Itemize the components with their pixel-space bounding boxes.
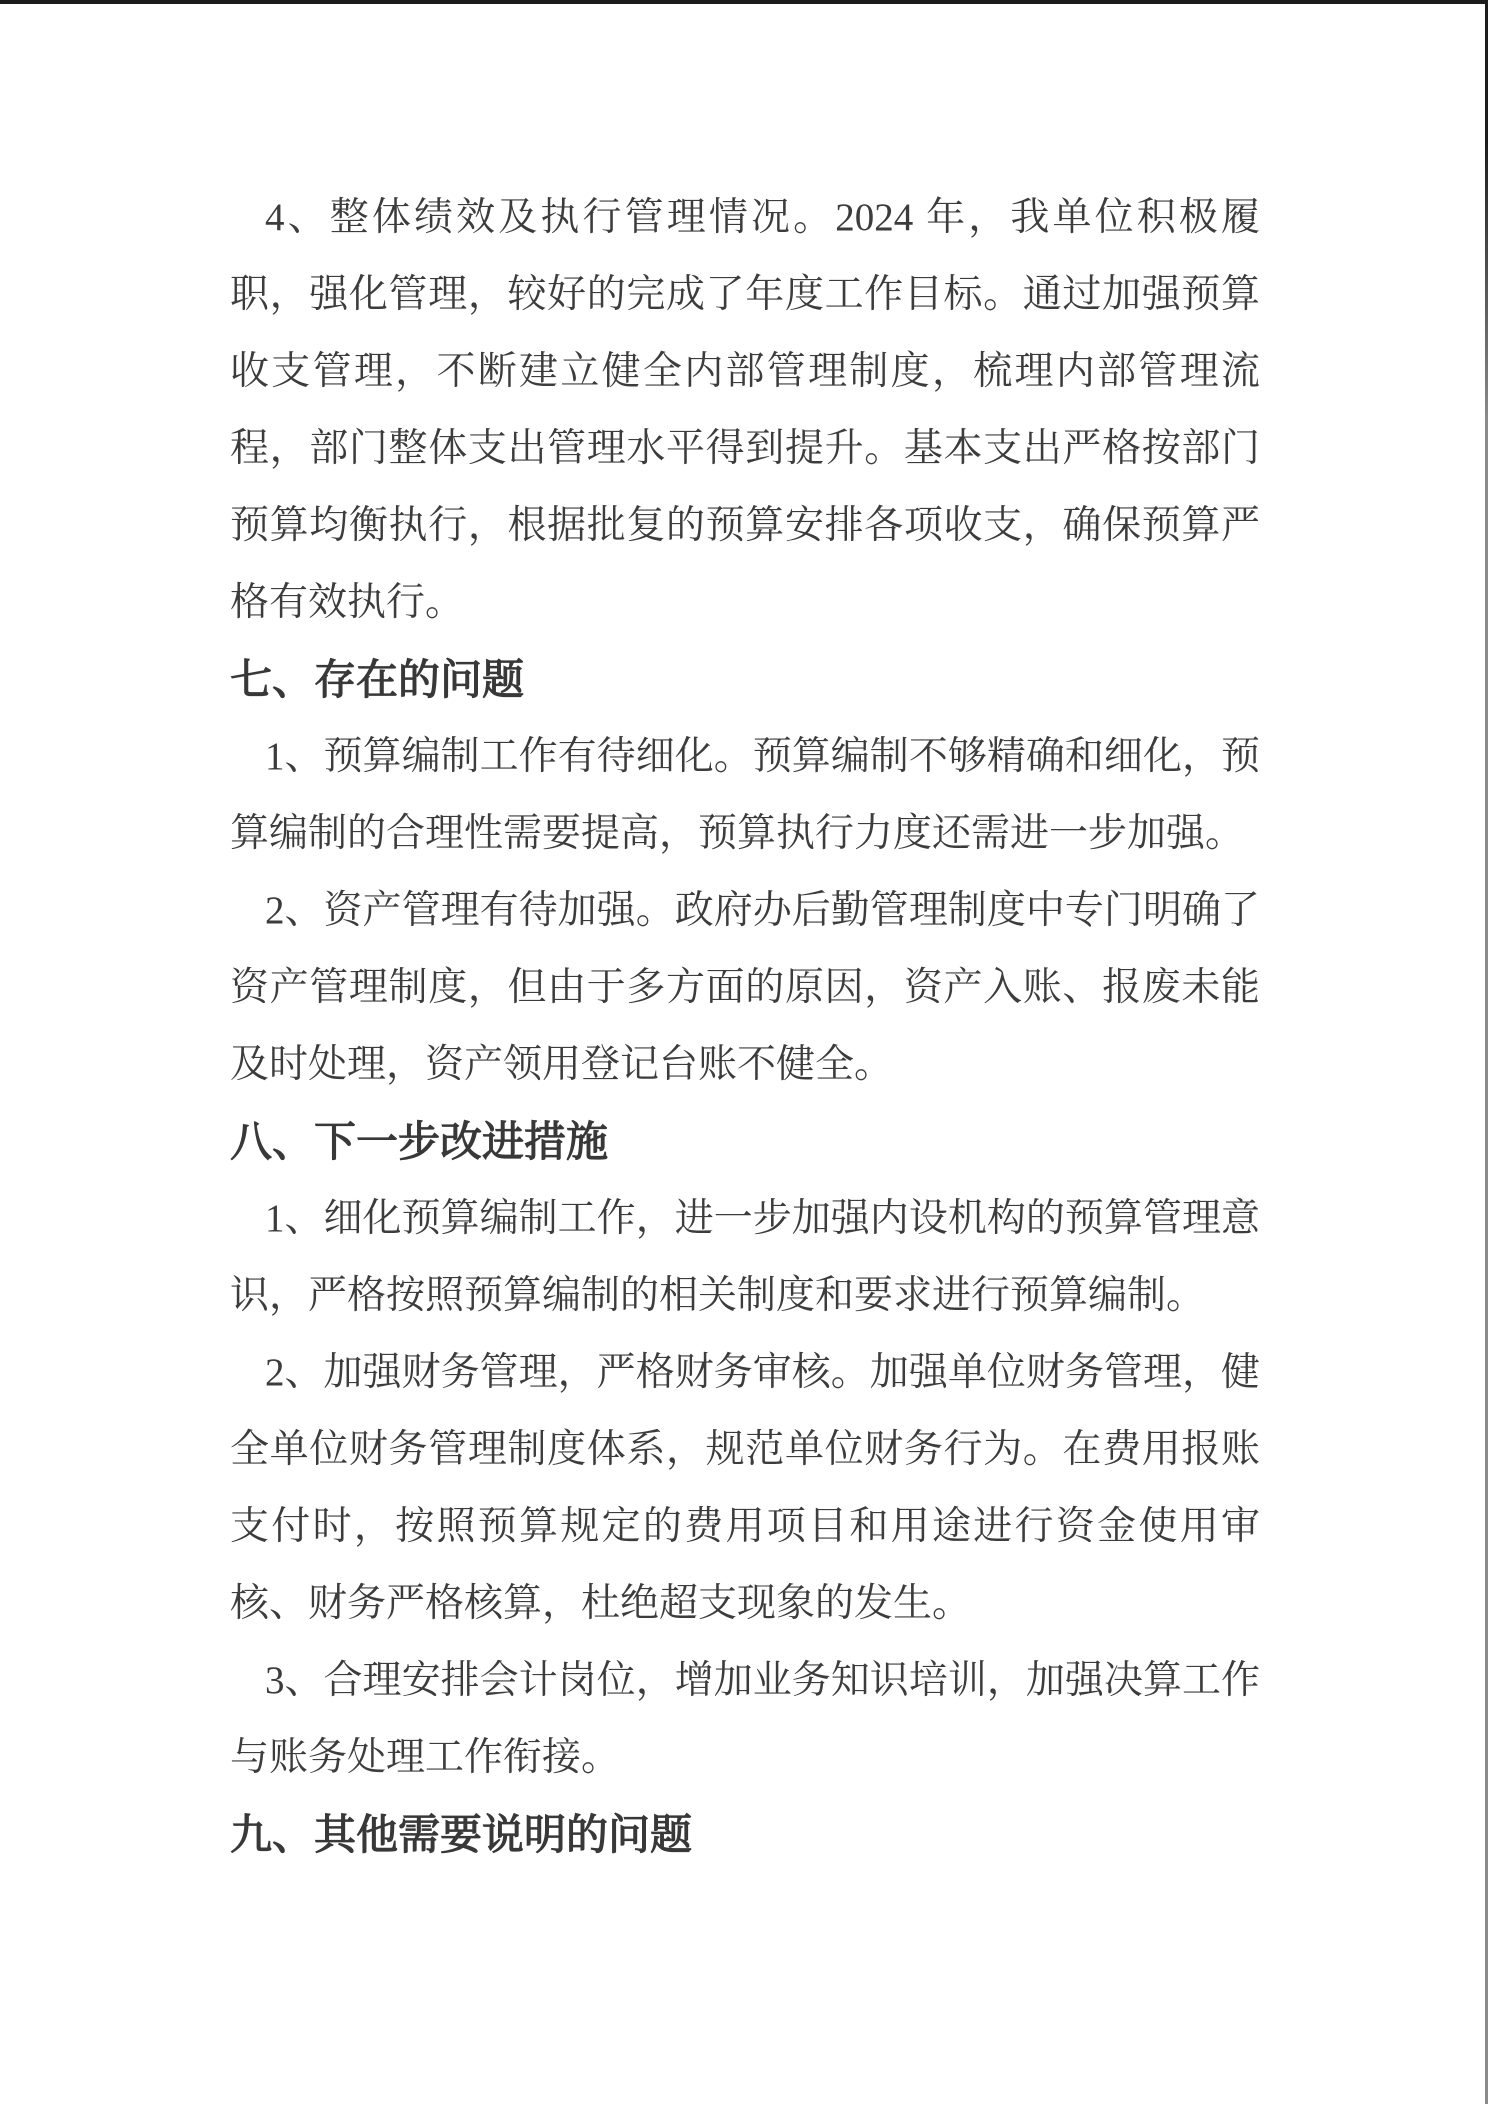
paragraph: 1、细化预算编制工作，进一步加强内设机构的预算管理意识，严格按照预算编制的相关制度和要求进行预算编制。 <box>230 1197 1260 1317</box>
paragraph: 4、整体绩效及执行管理情况。2024 年，我单位积极履职，强化管理，较好的完成了年度工作目标。通过加强预算收支管理，不断建立健全内部管理制度，梳理内部管理流程，部门整体支出管理水平得到提升。基本支出严格按部门预算均衡执行，根据批复的预算安排各项收支，确保预算严格有效执行。 <box>230 196 1260 624</box>
section-heading: 七、存在的问题 <box>230 655 525 704</box>
paragraph: 1、预算编制工作有待细化。预算编制不够精确和细化，预算编制的合理性需要提高，预算执行力度还需进一步加强。 <box>230 735 1260 855</box>
section-heading: 九、其他需要说明的问题 <box>230 1810 693 1859</box>
section-heading: 八、下一步改进措施 <box>230 1117 609 1166</box>
paragraph: 2、资产管理有待加强。政府办后勤管理制度中专门明确了资产管理制度，但由于多方面的原因，资产入账、报废未能及时处理，资产领用登记台账不健全。 <box>230 889 1260 1086</box>
paragraph: 2、加强财务管理，严格财务审核。加强单位财务管理，健全单位财务管理制度体系，规范单位财务行为。在费用报账支付时，按照预算规定的费用项目和用途进行资金使用审核、财务严格核算，杜绝超支现象的发生。 <box>230 1351 1260 1625</box>
page-top-edge <box>0 0 1488 4</box>
paragraph: 3、合理安排会计岗位，增加业务知识培训，加强决算工作与账务处理工作衔接。 <box>230 1659 1260 1779</box>
document-body <box>230 179 1260 1873</box>
